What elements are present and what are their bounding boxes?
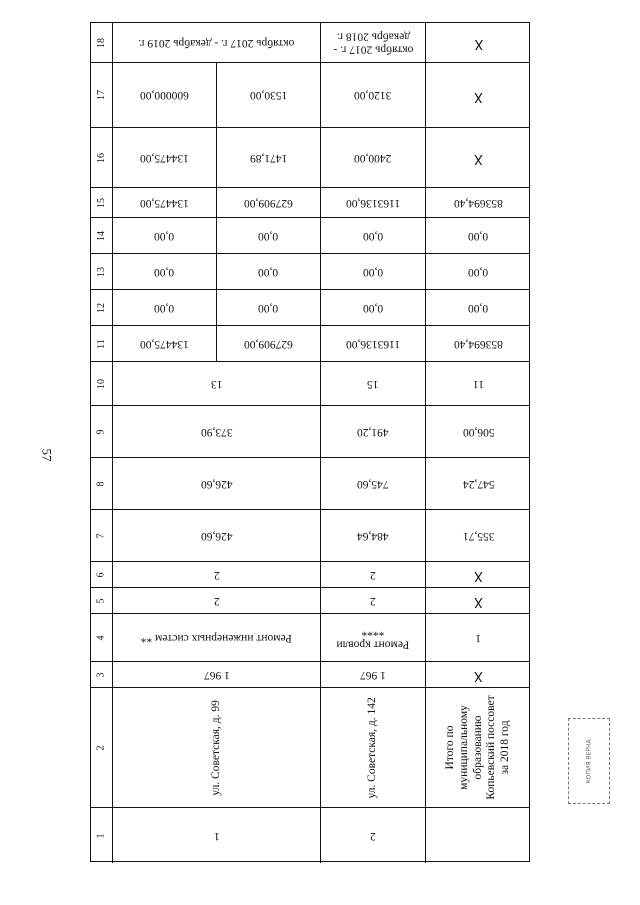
row1-col11-value-b: 134475,00 (139, 338, 189, 351)
column-number: 8 (95, 481, 107, 486)
table-row (91, 662, 529, 688)
row1-col15-value-a: 627909,00 (243, 197, 293, 210)
total-col9-value: 506,00 (462, 426, 495, 439)
table-row (91, 254, 529, 290)
column-number: 17 (95, 90, 107, 100)
column-number: 10 (95, 378, 107, 389)
row2-col6-value: 2 (370, 569, 376, 582)
row2-col18-cell (321, 23, 426, 62)
row2-col12-cell (321, 290, 426, 325)
row1-col14-value-a-cell (113, 218, 217, 253)
row1-col11-cell (113, 326, 321, 361)
column-number: 16 (95, 152, 107, 163)
table-row (91, 808, 529, 863)
total-col15-cell (426, 188, 531, 217)
row2-col13-value: 0,00 (362, 266, 384, 279)
total-col18-cell (426, 23, 531, 62)
column-number-cell (91, 614, 113, 661)
table-row (91, 588, 529, 614)
row2-col18-value: октябрь 2017 г. - декабрь 2018 г. (333, 30, 413, 56)
stamp-text: КОПИЯ ВЕРНА (585, 738, 593, 784)
row2-col3-cell (321, 662, 426, 687)
total-col7-value: 355,71 (462, 530, 495, 543)
total-col11-cell (426, 326, 531, 361)
row2-col14-value: 0,00 (362, 230, 384, 243)
table-row (91, 562, 529, 588)
row2-col3-value: 1 967 (360, 669, 386, 682)
row2-col7-cell (321, 510, 426, 561)
row1-col13-value-a-cell (113, 254, 217, 289)
row2-col2-cell (321, 688, 426, 807)
column-number: 9 (95, 429, 107, 434)
column-number-cell (91, 662, 113, 687)
total-col4-value: 1 (475, 632, 482, 645)
column-number: 14 (95, 230, 107, 241)
row1-col5-cell (113, 588, 321, 613)
total-col10-value: 11 (472, 378, 485, 391)
total-col9-cell (426, 406, 531, 457)
row1-col12-value-a-cell (113, 290, 217, 325)
total-col17-cell (426, 63, 531, 127)
table-row (91, 458, 529, 510)
row1-col12-cell (113, 290, 321, 325)
total-col1-cell (426, 808, 531, 863)
total-col2-cell (426, 688, 531, 807)
row1-col2-cell (113, 688, 321, 807)
table-row (91, 23, 529, 63)
row1-col3-cell (113, 662, 321, 687)
table-row (91, 688, 529, 808)
row1-col11-value-a-cell (113, 326, 217, 361)
page-number: 57 (39, 448, 55, 462)
row1-col4-value: Ремонт инженерных систем ** (140, 632, 293, 645)
row1-address: ул. Советская, д. 99 (209, 699, 222, 796)
total-label: Итого по муниципальному образованию Копьевский поссовет за 2018 год (444, 695, 512, 800)
table-row (91, 362, 529, 406)
column-number-cell (91, 562, 113, 587)
row1-col10-cell (113, 362, 321, 405)
row2-col12-value: 0,00 (362, 302, 384, 315)
row1-col13-value-b-cell (217, 254, 321, 289)
row1-col15-value-b: 134475,00 (139, 197, 189, 210)
total-col10-cell (426, 362, 531, 405)
row1-col6-value: 2 (213, 569, 220, 582)
table-row (91, 63, 529, 128)
total-col3-value: Х (474, 667, 483, 683)
row1-col7-cell (113, 510, 321, 561)
column-number: 13 (95, 266, 107, 277)
total-col14-value: 0,00 (468, 230, 489, 243)
column-number: 7 (95, 533, 107, 538)
row1-col12-value-b-cell (217, 290, 321, 325)
row2-col17-value: 3120,00 (354, 89, 392, 102)
row1-col16-value-b: 134475,00 (139, 152, 189, 165)
row1-col17-value-a-cell (113, 63, 217, 127)
column-number: 11 (95, 338, 107, 349)
row1-col15-value-a-cell (113, 188, 217, 217)
row1-col1-value: 1 (213, 830, 220, 843)
column-number: 15 (95, 197, 107, 208)
row2-col8-cell (321, 458, 426, 509)
row2-col1-cell (321, 808, 426, 863)
column-number-cell (91, 63, 113, 127)
row1-col6-cell (113, 562, 321, 587)
row1-col3-value: 1 967 (203, 669, 230, 682)
row1-col14-value-b-cell (217, 218, 321, 253)
column-number: 2 (95, 745, 107, 750)
row1-col17-value-b: 600000,00 (139, 89, 189, 102)
certification-stamp (568, 718, 610, 804)
column-number: 5 (95, 598, 107, 603)
row1-col16-value-a-cell (113, 128, 217, 187)
row1-col18-value: октябрь 2017 г. - декабрь 2019 г. (138, 37, 295, 50)
total-col4-cell (426, 614, 531, 661)
row2-col11-cell (321, 326, 426, 361)
rotated-data-table (90, 22, 530, 862)
row1-col16-value-b-cell (217, 128, 321, 187)
column-number-cell (91, 588, 113, 613)
row2-col8-value: 745,60 (357, 478, 389, 491)
row2-address: ул. Советская, д. 142 (366, 696, 379, 799)
total-col6-cell (426, 562, 531, 587)
row1-col16-value-a: 1471,89 (249, 152, 287, 165)
row1-col1-cell (113, 808, 321, 863)
column-number: 4 (95, 635, 107, 640)
row2-col7-value: 484,64 (357, 530, 389, 543)
row1-col7-value: 426,60 (200, 530, 233, 543)
total-col12-value: 0,00 (468, 302, 489, 315)
row2-col9-value: 491,20 (357, 426, 389, 439)
row2-col1-value: 2 (370, 830, 376, 843)
total-col15-value: 853694,40 (454, 197, 503, 210)
total-col16-value: Х (474, 150, 483, 166)
total-col6-value: Х (474, 567, 483, 583)
table-row (91, 128, 529, 188)
row2-col13-cell (321, 254, 426, 289)
row1-col17-value-a: 1530,00 (249, 89, 287, 102)
total-col3-cell (426, 662, 531, 687)
column-number-cell (91, 23, 113, 62)
total-col8-cell (426, 458, 531, 509)
total-col13-cell (426, 254, 531, 289)
row2-col11-value: 1163136,00 (345, 338, 401, 351)
row2-col17-cell (321, 63, 426, 127)
row1-col13-value-a: 0,00 (258, 266, 279, 279)
row1-col14-value-b: 0,00 (154, 230, 175, 243)
row1-col9-cell (113, 406, 321, 457)
row2-col5-value: 2 (370, 595, 376, 608)
row1-col12-value-b: 0,00 (154, 302, 175, 315)
row1-col12-value-a: 0,00 (258, 302, 279, 315)
row1-col14-cell (113, 218, 321, 253)
total-col14-cell (426, 218, 531, 253)
row1-col17-cell (113, 63, 321, 127)
total-col11-value: 853694,40 (454, 338, 503, 351)
column-number-cell (91, 128, 113, 187)
row1-col4-cell (113, 614, 321, 661)
total-col5-cell (426, 588, 531, 613)
row2-col10-cell (321, 362, 426, 405)
row1-col13-value-b: 0,00 (154, 266, 175, 279)
row1-col15-value-b-cell (217, 188, 321, 217)
row1-col17-value-b-cell (217, 63, 321, 127)
row2-col5-cell (321, 588, 426, 613)
table-row (91, 218, 529, 254)
total-col13-value: 0,00 (468, 266, 489, 279)
column-number-cell (91, 510, 113, 561)
total-col18-value: Х (474, 35, 483, 51)
row1-col8-value: 426,60 (200, 478, 233, 491)
column-number: 12 (95, 302, 107, 313)
row2-col14-cell (321, 218, 426, 253)
row2-col6-cell (321, 562, 426, 587)
row2-col4-value: Ремонт кровли **** (336, 625, 410, 651)
column-number: 3 (95, 672, 107, 677)
table-row (91, 406, 529, 458)
total-col12-cell (426, 290, 531, 325)
total-col8-value: 547,24 (462, 478, 495, 491)
column-number-cell (91, 406, 113, 457)
column-number-cell (91, 290, 113, 325)
row1-col11-value-a: 627909,00 (243, 338, 293, 351)
row2-col15-cell (321, 188, 426, 217)
column-number-cell (91, 808, 113, 863)
row1-col9-value: 373,90 (200, 426, 233, 439)
column-number-cell (91, 458, 113, 509)
row1-col14-value-a: 0,00 (258, 230, 279, 243)
table-row (91, 510, 529, 562)
row1-col13-cell (113, 254, 321, 289)
row2-col9-cell (321, 406, 426, 457)
column-number: 1 (95, 833, 107, 838)
row1-col10-value: 13 (210, 378, 223, 391)
row1-col5-value: 2 (213, 595, 220, 608)
total-col16-cell (426, 128, 531, 187)
row1-col16-cell (113, 128, 321, 187)
column-number-cell (91, 362, 113, 405)
row2-col16-cell (321, 128, 426, 187)
column-number: 6 (95, 572, 107, 577)
row1-col8-cell (113, 458, 321, 509)
table-row (91, 290, 529, 326)
row1-col18-cell (113, 23, 321, 62)
row2-col10-value: 15 (367, 378, 379, 391)
row2-col15-value: 1163136,00 (345, 197, 401, 210)
table-row (91, 188, 529, 218)
column-number-cell (91, 188, 113, 217)
table-row (91, 614, 529, 662)
column-number-cell (91, 688, 113, 807)
table-row (91, 326, 529, 362)
total-col17-value: Х (474, 88, 483, 104)
row2-col4-cell (321, 614, 426, 661)
row2-col16-value: 2400,00 (354, 152, 392, 165)
column-number: 18 (95, 37, 107, 48)
column-number-cell (91, 254, 113, 289)
column-number-cell (91, 326, 113, 361)
row1-col11-value-b-cell (217, 326, 321, 361)
column-number-cell (91, 218, 113, 253)
row1-col15-cell (113, 188, 321, 217)
total-col7-cell (426, 510, 531, 561)
total-col5-value: Х (474, 593, 483, 609)
